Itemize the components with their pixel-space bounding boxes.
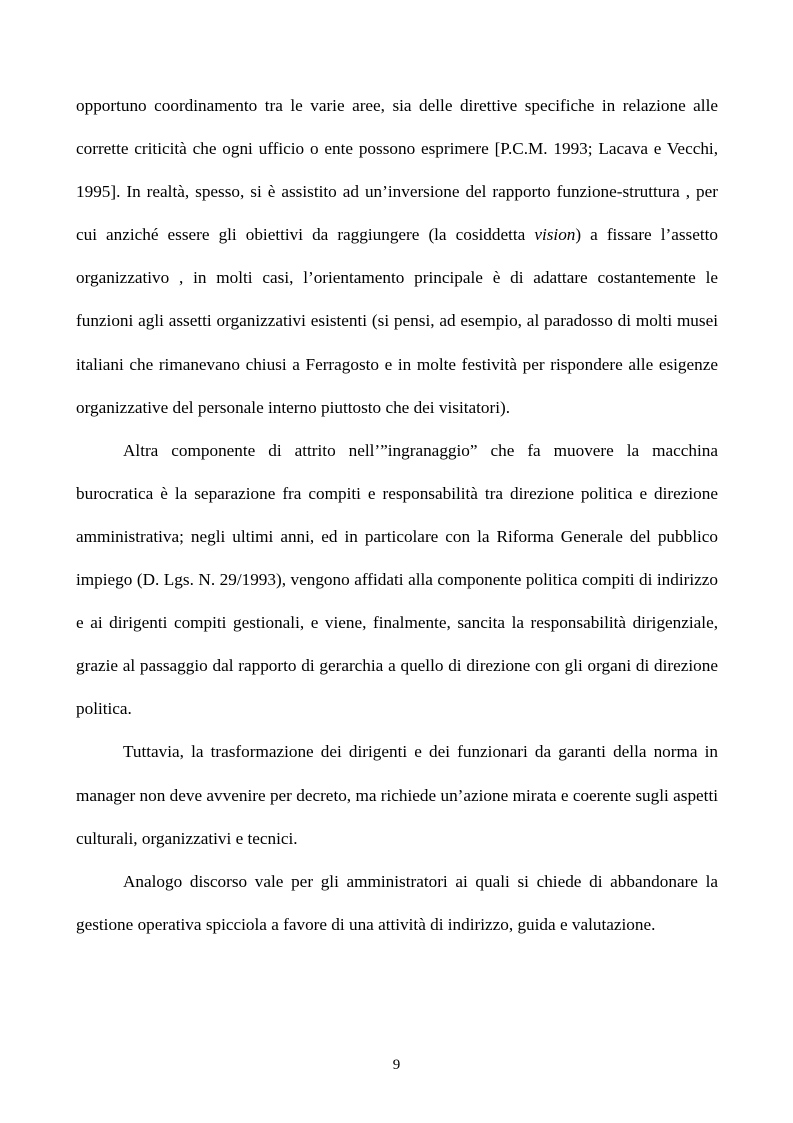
text-run: opportuno coordinamento tra le varie aree, sia delle direttive specifiche in relazione alle corrette criticità che ogni ufficio o ente possono esprimere [P.C.M. 1993; Lacava e Vecchi, 1995]. In realtà, spesso, si è assistito ad un’inversione del rapporto funzione-struttura , per cui anziché essere gli obiettivi da raggiungere (la cosiddetta (76, 96, 718, 245)
paragraph-4 (76, 860, 718, 946)
text-run: Altra componente di attrito nell’”ingranaggio” che fa muovere la macchina burocratica è la separazione fra compiti e responsabilità tra direzione politica e direzione amministrativa; negli ultimi anni, ed in particolare con la Riforma Generale del pubblico impiego (D. Lgs. N. 29/1993), vengono affidati alla componente politica compiti di indirizzo e ai dirigenti compiti gestionali, e viene, finalmente, sancita la responsabilità dirigenziale, grazie al passaggio dal rapporto di gerarchia a quello di direzione con gli organi di direzione politica. (76, 440, 718, 719)
text-run-italic: vision (534, 225, 576, 245)
paragraph-1 (76, 84, 718, 429)
page-number: 9 (392, 1057, 401, 1073)
paragraph-2 (76, 429, 718, 731)
paragraph-3 (76, 730, 718, 859)
text-run: ) a fissare l’assetto organizzativo , in molti casi, l’orientamento principale è di adattare costantemente le funzioni agli assetti organizzativi esistenti (si pensi, ad esempio, al paradosso di molti musei italiani che rimanevano chiusi a Ferragosto e in molte festività per rispondere alle esigenze organizzative del personale interno piuttosto che dei visitatori). (76, 225, 718, 417)
text-run: Analogo discorso vale per gli amministratori ai quali si chiede di abbandonare la gestione operativa spicciola a favore di una attività di indirizzo, guida e valutazione. (76, 871, 718, 934)
body-text (76, 84, 718, 946)
text-run: Tuttavia, la trasformazione dei dirigenti e dei funzionari da garanti della norma in manager non deve avvenire per decreto, ma richiede un’azione mirata e coerente sugli aspetti culturali, organizzativi e tecnici. (76, 742, 718, 848)
